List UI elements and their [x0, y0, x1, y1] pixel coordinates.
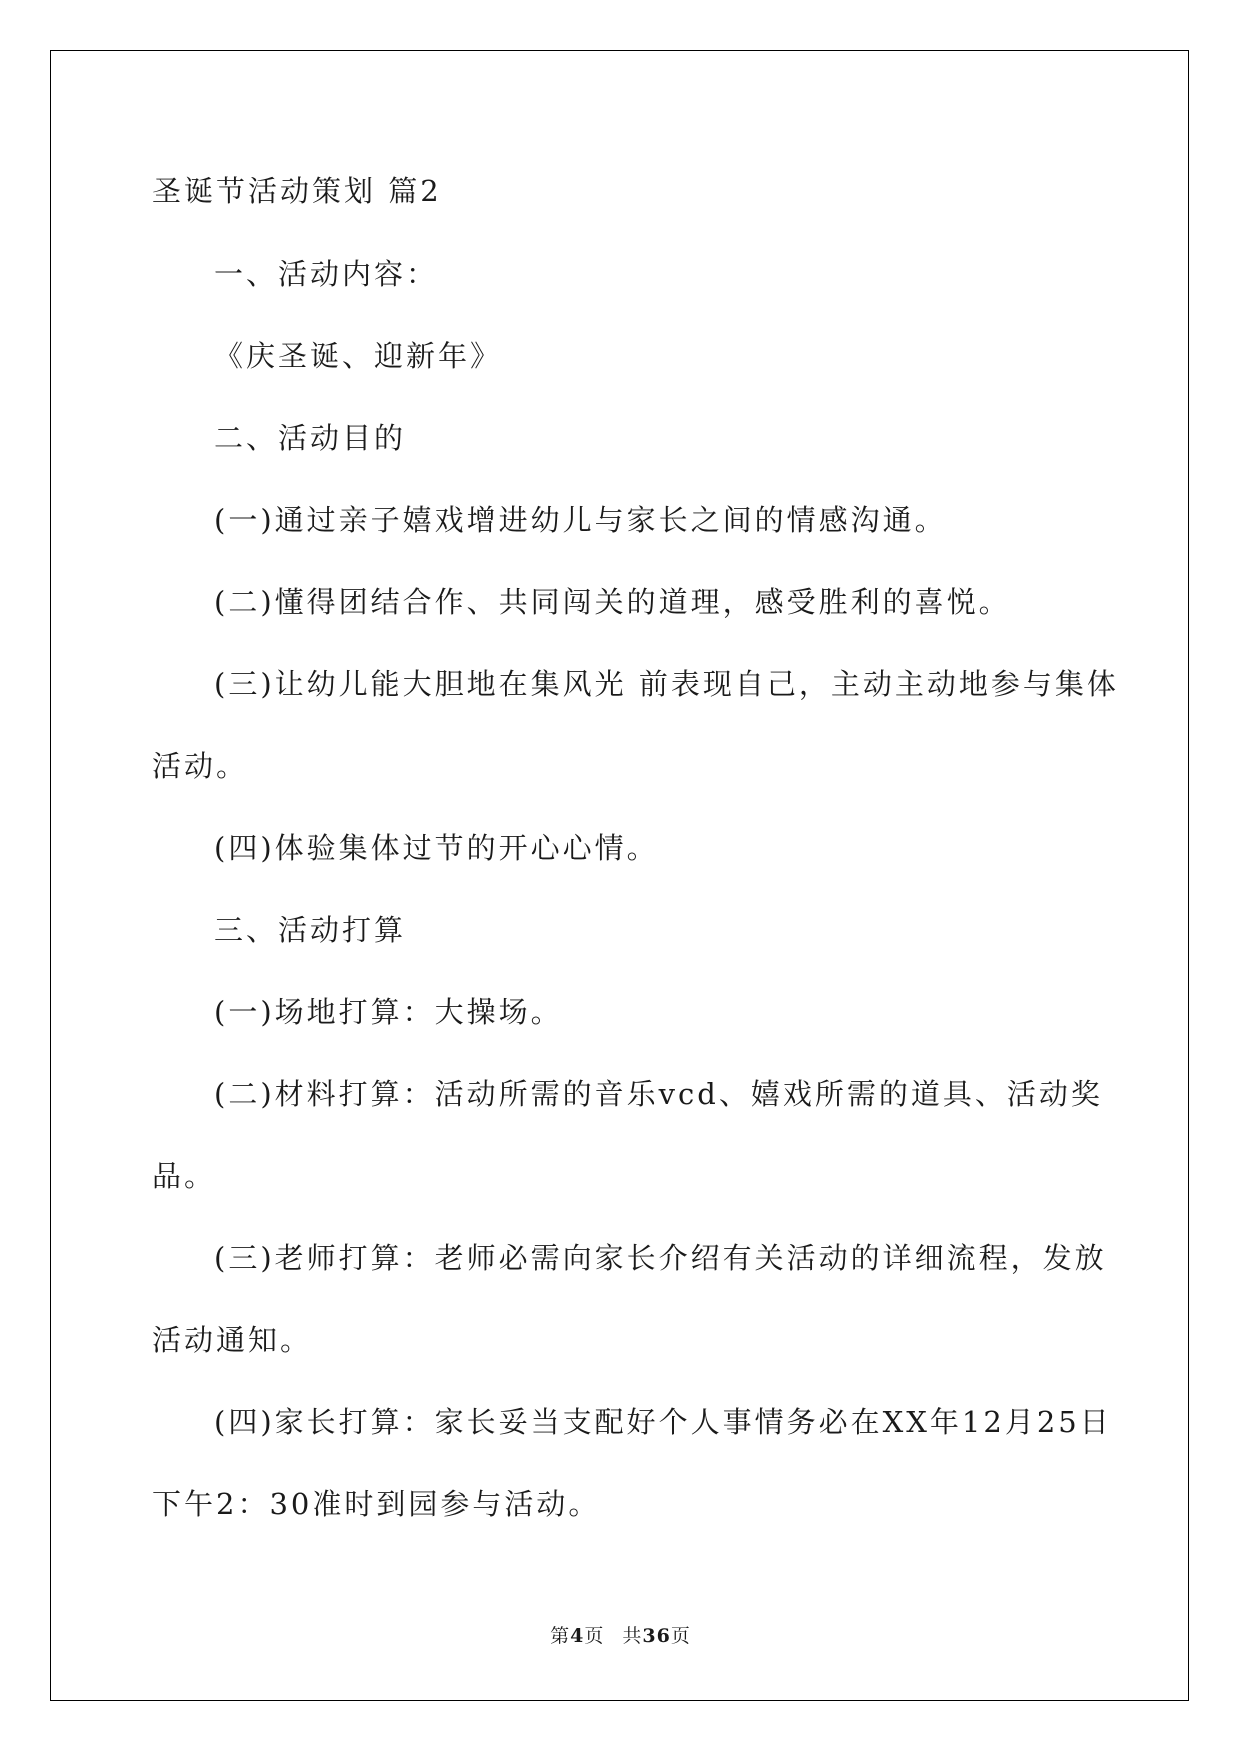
goal-item-4: (四)体验集体过节的开心心情。 — [214, 831, 659, 865]
footer-page-suffix: 页 — [584, 1625, 605, 1647]
prep-item-3: (三)老师打算：老师必需向家长介绍有关活动的详细流程，发放 — [214, 1241, 1107, 1275]
footer-total-prefix: 共 — [622, 1625, 643, 1647]
heading-activity-preparation: 三、活动打算 — [214, 913, 407, 947]
goal-item-2: (二)懂得团结合作、共同闯关的道理，感受胜利的喜悦。 — [214, 585, 1011, 619]
goal-item-1: (一)通过亲子嬉戏增进幼儿与家长之间的情感沟通。 — [214, 503, 947, 537]
activity-name: 《庆圣诞、迎新年》 — [214, 339, 503, 373]
heading-activity-goal: 二、活动目的 — [214, 421, 407, 455]
prep-item-2: (二)材料打算：活动所需的音乐vcd、嬉戏所需的道具、活动奖 — [214, 1077, 1103, 1111]
footer-prefix: 第 — [550, 1625, 571, 1647]
prep-item-1: (一)场地打算：大操场。 — [214, 995, 563, 1029]
prep-item-3-continued: 活动通知。 — [152, 1323, 313, 1357]
page-frame — [50, 50, 1189, 1701]
prep-item-4-continued: 下午2：30准时到园参与活动。 — [152, 1487, 601, 1521]
goal-item-3: (三)让幼儿能大胆地在集风光 前表现自己，主动主动地参与集体 — [214, 667, 1119, 701]
document-title: 圣诞节活动策划 篇2 — [152, 174, 442, 208]
footer-total-suffix: 页 — [670, 1625, 691, 1647]
heading-activity-content: 一、活动内容： — [214, 257, 439, 291]
prep-item-2-continued: 品。 — [152, 1159, 217, 1193]
prep-item-4: (四)家长打算：家长妥当支配好个人事情务必在XX年12月25日 — [214, 1405, 1112, 1439]
footer-page-number: 4 — [570, 1625, 585, 1647]
goal-item-3-continued: 活动。 — [152, 749, 249, 783]
footer-total-pages: 36 — [642, 1625, 671, 1647]
page-footer — [0, 1621, 1241, 1648]
